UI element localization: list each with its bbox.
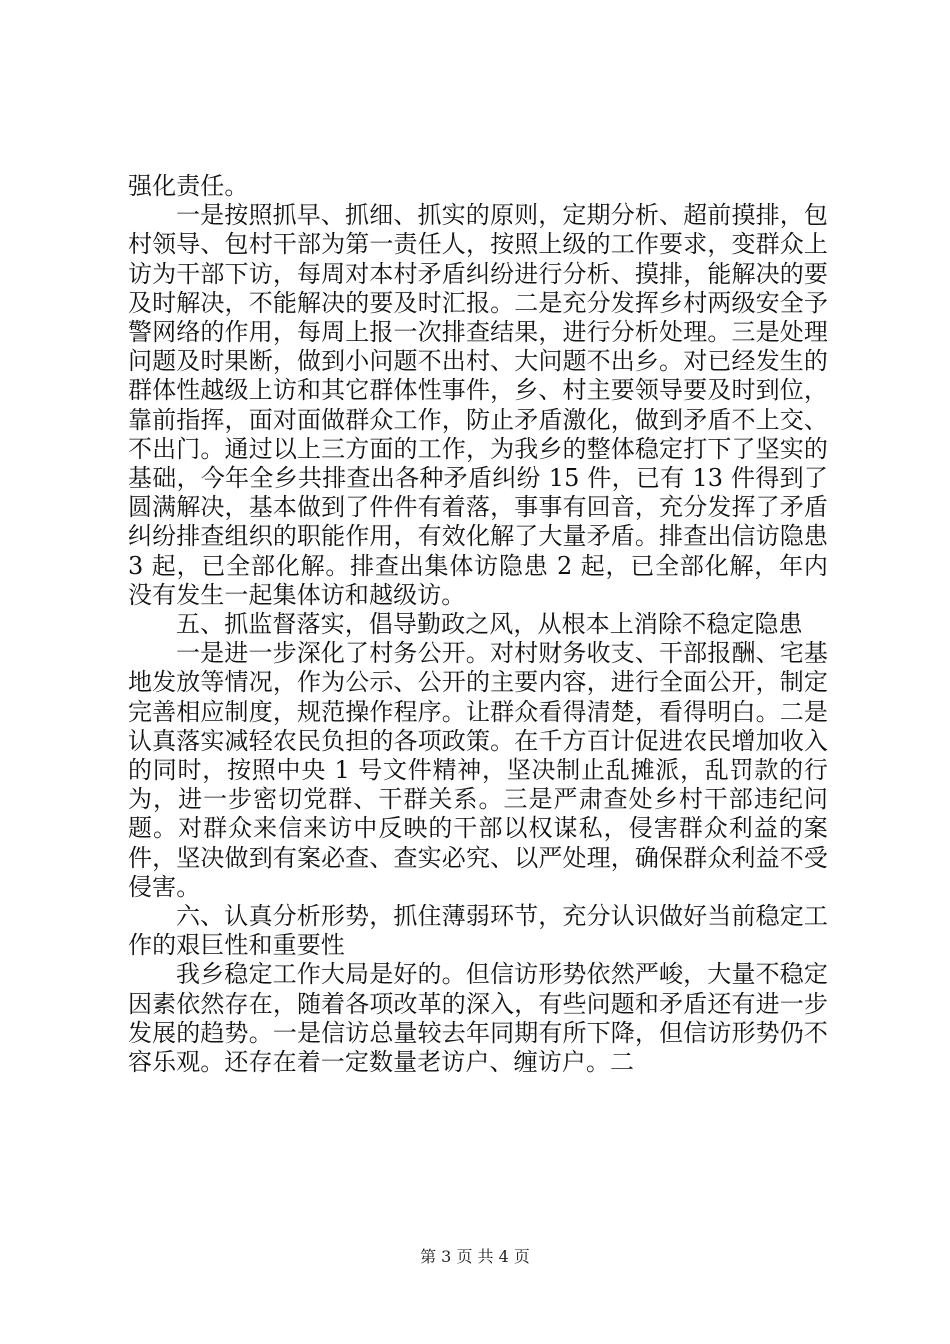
paragraph-continuation: 强化责任。 xyxy=(128,172,249,200)
paragraph-section-six: 我乡稳定工作大局是好的。但信访形势依然严峻，大量不稳定因素依然存在，随着各项改革的深入，有些问题和矛盾还有进一步发展的趋势。一是信访总量较去年同期有所下降，但信访形势仍不容乐观。还存在着一定数量老访户、缠访户。二 xyxy=(128,960,828,1077)
document-body xyxy=(128,172,828,1077)
section-heading-six: 六、认真分析形势，抓住薄弱环节，充分认识做好当前稳定工作的艰巨性和重要性 xyxy=(128,902,828,960)
paragraph-section-five: 一是进一步深化了村务公开。对村财务收支、干部报酬、宅基地发放等情况，作为公示、公开的主要内容，进行全面公开，制定完善相应制度，规范操作程序。让群众看得清楚，看得明白。二是认真落实减轻农民负担的各项政策。在千方百计促进农民增加收入的同时，按照中央 1 号文件精神，坚决制止乱摊派，乱罚款的行为，进一步密切党群、干群关系。三是严肃查处乡村干部违纪问题。对群众来信来访中反映的干部以权谋私，侵害群众利益的案件，坚决做到有案必查、查实必究、以严处理，确保群众利益不受侵害。 xyxy=(128,639,828,901)
page-number-footer: 第 3 页 共 4 页 xyxy=(420,1247,530,1266)
section-heading-five: 五、抓监督落实，倡导勤政之风，从根本上消除不稳定隐患 xyxy=(176,610,803,639)
paragraph-item-one: 一是按照抓早、抓细、抓实的原则，定期分析、超前摸排，包村领导、包村干部为第一责任人，按照上级的工作要求，变群众上访为干部下访，每周对本村矛盾纠纷进行分析、摸排，能解决的要及时解决，不能解决的要及时汇报。二是充分发挥乡村两级安全予警网络的作用，每周上报一次排查结果，进行分析处理。三是处理问题及时果断，做到小问题不出村、大问题不出乡。对已经发生的群体性越级上访和其它群体性事件，乡、村主要领导要及时到位，靠前指挥，面对面做群众工作，防止矛盾激化，做到矛盾不上交、不出门。通过以上三方面的工作，为我乡的整体稳定打下了坚实的基础，今年全乡共排查出各种矛盾纠纷 15 件，已有 13 件得到了圆满解决，基本做到了件件有着落，事事有回音，充分发挥了矛盾纠纷排查组织的职能作用，有效化解了大量矛盾。排查出信访隐患 3 起，已全部化解。排查出集体访隐患 2 起，已全部化解，年内没有发生一起集体访和越级访。 xyxy=(128,201,828,609)
